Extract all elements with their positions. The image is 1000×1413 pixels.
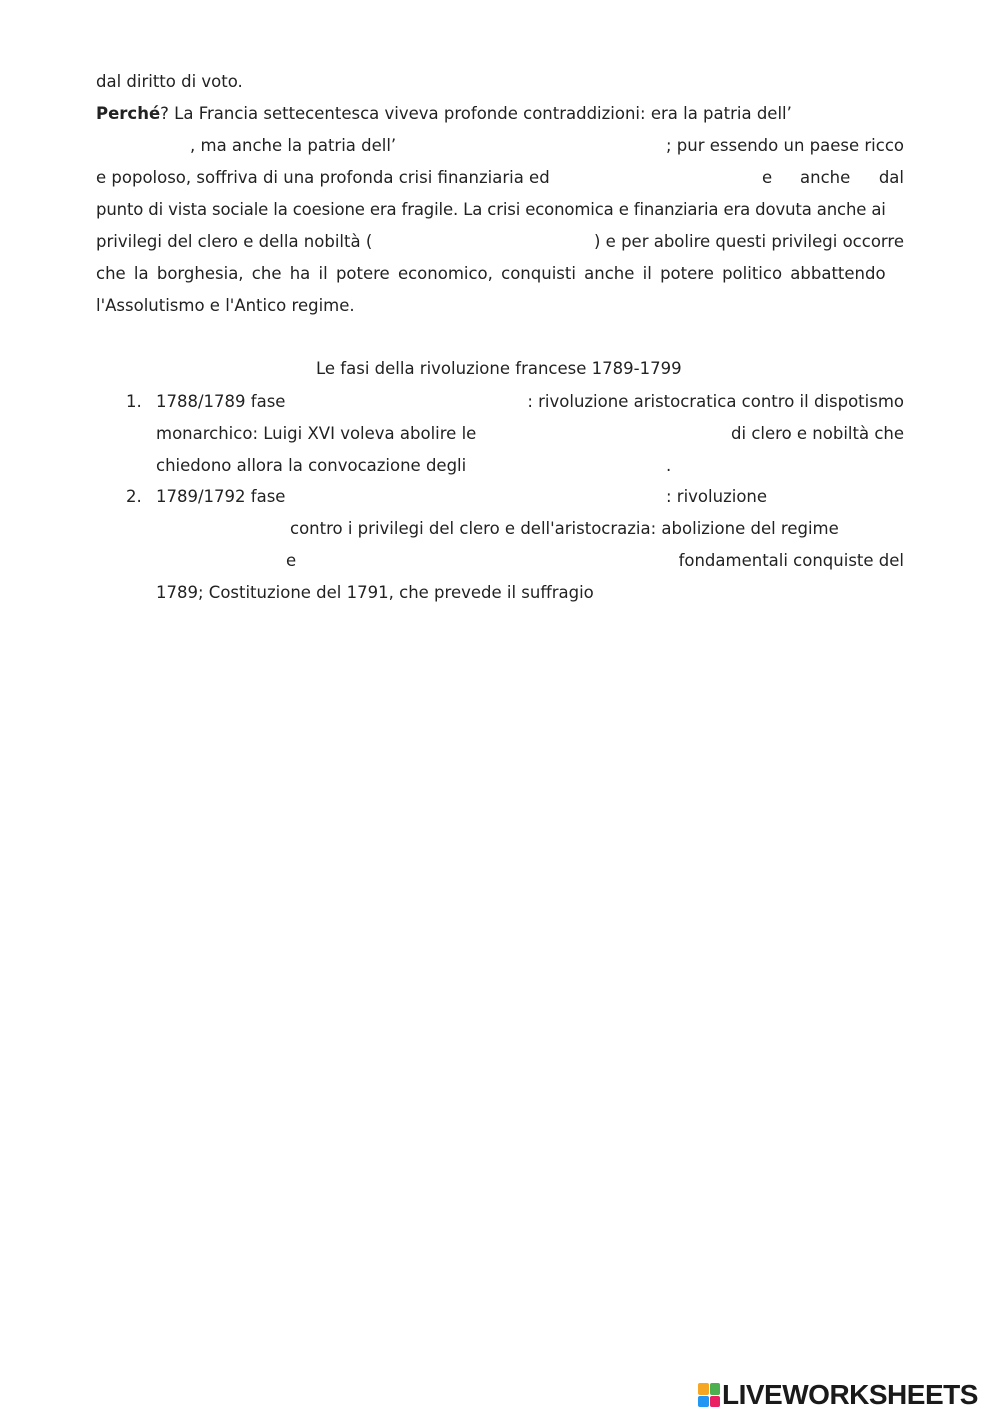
text-segment: contro i privilegi del clero e dell'aristocrazia: abolizione del regime (290, 519, 839, 538)
text-segment: 1789; Costituzione del 1791, che prevede il suffragio (156, 583, 594, 602)
list-item-line (156, 423, 904, 445)
liveworksheets-logo (698, 1380, 978, 1410)
text-segment: 1788/1789 fase (156, 392, 286, 411)
text-segment: ) e per abolire questi privilegi occorre (593, 232, 904, 251)
list-number: 1. (126, 392, 142, 411)
text-line (96, 71, 243, 93)
text-segment: e (286, 551, 297, 570)
list-number: 2. (126, 487, 142, 506)
list-item-line (156, 455, 904, 477)
text-line (96, 199, 904, 221)
text-segment: : rivoluzione aristocratica contro il dispotismo (527, 392, 904, 411)
logo-icon (698, 1383, 720, 1407)
text-segment: ; pur essendo un paese ricco (665, 136, 904, 155)
list-item-line (156, 391, 904, 413)
text-segment: , ma anche la patria dell’ (190, 136, 397, 155)
text-segment: ? La Francia settecentesca viveva profonde contraddizioni: era la patria dell’ (160, 104, 792, 123)
text-segment: fondamentali conquiste del (678, 551, 904, 570)
text-line (96, 295, 355, 317)
text-segment: che la borghesia, che ha il potere economico, conquisti anche il potere politico abbattendo (96, 264, 886, 283)
logo-tile (710, 1383, 721, 1395)
logo-tile (698, 1396, 709, 1408)
text-segment: dal (878, 168, 904, 187)
text-segment: : rivoluzione (666, 487, 768, 506)
logo-tile (698, 1383, 709, 1395)
text-segment: privilegi del clero e della nobiltà ( (96, 232, 373, 251)
list-item-line (156, 582, 594, 604)
text-segment: dal diritto di voto. (96, 72, 243, 91)
text-line (96, 135, 904, 157)
text-segment: chiedono allora la convocazione degli (156, 456, 467, 475)
text-segment: punto di vista sociale la coesione era fragile. La crisi economica e finanziaria era dovuta anche ai (96, 200, 886, 219)
text-segment: . (666, 456, 672, 475)
text-segment: e (762, 168, 773, 187)
text-line (96, 103, 792, 125)
list-item-line (156, 550, 904, 572)
logo-tile (710, 1396, 721, 1408)
text-segment: l'Assolutismo e l'Antico regime. (96, 296, 355, 315)
text-segment: monarchico: Luigi XVI voleva abolire le (156, 424, 477, 443)
text-segment: anche (800, 168, 851, 187)
question-word: Perché (96, 104, 161, 123)
text-segment: 1789/1792 fase (156, 487, 286, 506)
text-segment: e popoloso, soffriva di una profonda crisi finanziaria ed (96, 168, 550, 187)
text-line (96, 263, 904, 285)
section-heading (316, 358, 682, 380)
section-heading-text: Le fasi della rivoluzione francese 1789-1799 (316, 359, 682, 378)
list-item-line (156, 486, 904, 508)
list-item-line (290, 518, 839, 540)
text-segment: di clero e nobiltà che (731, 424, 904, 443)
text-line (96, 231, 904, 253)
logo-text: LIVEWORKSHEETS (722, 1379, 978, 1410)
text-line (96, 167, 904, 189)
